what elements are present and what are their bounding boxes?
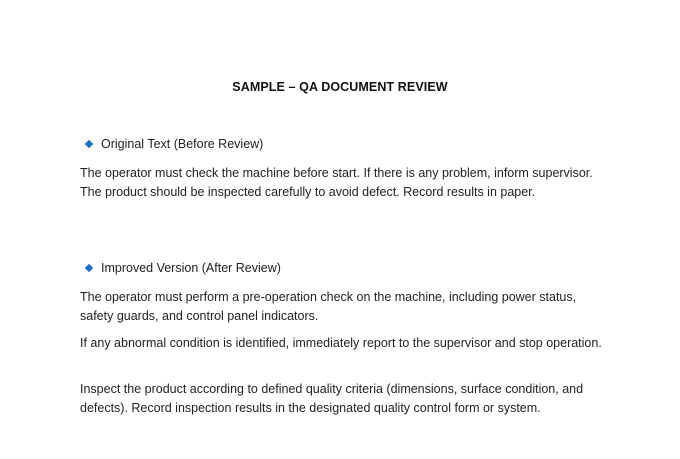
diamond-bullet-icon	[85, 263, 93, 271]
section-heading-improved	[86, 261, 281, 275]
diamond-bullet-icon	[85, 139, 93, 147]
section-heading-label: Improved Version (After Review)	[101, 261, 281, 275]
improved-text-paragraph-3: Inspect the product according to defined quality criteria (dimensions, surface condition, and defects). Record inspection results in the designated quality control form or system.	[80, 382, 584, 415]
section-heading-original	[86, 137, 263, 151]
document-title: SAMPLE – QA DOCUMENT REVIEW	[232, 80, 448, 94]
original-text-paragraph: The operator must check the machine before start. If there is any problem, inform supervisor. The product should be inspected carefully to avoid defect. Record results in paper.	[80, 166, 593, 199]
section-heading-label: Original Text (Before Review)	[101, 137, 264, 151]
improved-text-paragraph-2: If any abnormal condition is identified, immediately report to the supervisor and stop operation.	[80, 336, 602, 350]
improved-text-paragraph-1: The operator must perform a pre-operation check on the machine, including power status, safety guards, and control panel indicators.	[80, 290, 577, 323]
